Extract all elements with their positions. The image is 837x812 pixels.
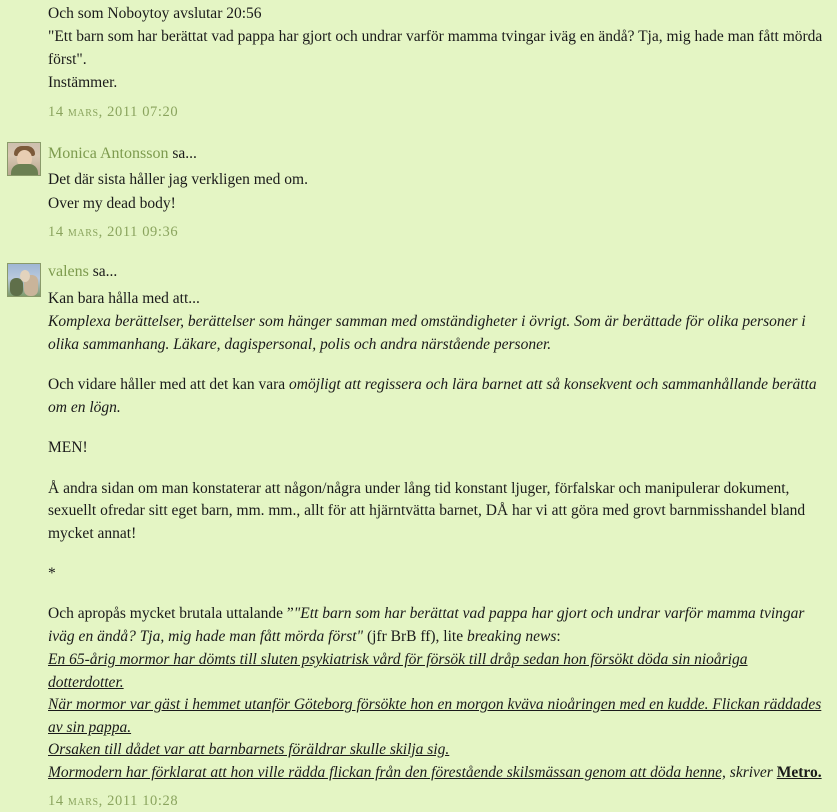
news-link[interactable]: En 65-årig mormor har dömts till sluten psykiatrisk vård för försök till dråp sedan hon försökt döda sin nioåriga dotterdotter. — [48, 651, 748, 691]
comment-item — [0, 0, 837, 123]
comment-body — [48, 3, 829, 123]
comment-paragraph: Å andra sidan om man konstaterar att någon/några under lång tid konstant ljuger, förfalskar och manipulerar dokument, sexuellt ofredar sitt eget barn, mm. mm., allt för att hjärntvätta barnet, DÅ har vi att göra med grovt barnmisshandel bland mycket annat! — [48, 479, 806, 542]
comment-paragraph-emphasis: Komplexa berättelser, berättelser som hänger samman med omständigheter i övrigt. Som är berättade för olika personer i olika sammanhang. Läkare, dagispersonal, polis och andra närstående personer. — [48, 313, 806, 353]
paragraph-text-emphasis: omöjligt att regissera och lära barnet att så konsekvent och sammanhållande berätta om en lögn. — [48, 376, 817, 416]
comment-said-label: sa... — [172, 144, 197, 162]
comment-timestamp[interactable]: 14 mars, 2011 10:28 — [48, 793, 179, 810]
comment-paragraph: Over my dead body! — [48, 194, 176, 212]
news-link[interactable]: Mormodern har förklarat att hon ville rädda flickan från den förestående skilsmässan genom att döda henne, — [48, 763, 726, 781]
news-quote-line — [48, 649, 823, 694]
comment-paragraph: Och som Noboytoy avslutar 20:56 — [48, 5, 262, 22]
avatar[interactable] — [7, 263, 41, 297]
comment-closing-paragraph — [48, 603, 823, 648]
news-quote-line — [48, 694, 823, 739]
closing-tail-end: : — [556, 627, 561, 645]
comment-paragraph: Det där sista håller jag verkligen med om. — [48, 171, 308, 189]
comment-author-line — [48, 142, 823, 165]
news-link[interactable]: Orsaken till dådet var att barnbarnets föräldrar skulle skilja sig. — [48, 741, 450, 759]
paragraph-spacer — [48, 586, 823, 603]
comment-author-link[interactable]: valens — [48, 263, 89, 281]
paragraph-spacer — [48, 546, 823, 563]
paragraph-text-start: Och vidare håller med att det kan vara — [48, 376, 289, 394]
comment-paragraph — [48, 374, 823, 419]
closing-quote: "Ett barn som har berättat vad pappa har gjort och undrar varför mamma tvingar iväg en ändå? Tja, mig hade man fått mörda först" — [48, 605, 805, 645]
closing-intro: Och apropås mycket brutala uttalande ” — [48, 605, 294, 623]
comment-timestamp[interactable]: 14 mars, 2011 09:36 — [48, 224, 179, 241]
paragraph-spacer — [48, 461, 823, 478]
paragraph-spacer — [48, 420, 823, 437]
news-quote-line — [48, 762, 823, 784]
avatar-image-detail — [11, 164, 38, 175]
paragraph-spacer — [48, 357, 823, 374]
comment-author-link[interactable]: Monica Antonsson — [48, 144, 169, 162]
news-source-prefix: skriver — [725, 763, 777, 781]
comment-item — [0, 243, 837, 812]
comment-body — [48, 142, 829, 243]
metro-link[interactable]: Metro. — [776, 763, 822, 781]
comment-paragraph: "Ett barn som har berättat vad pappa har gjort och undrar varför mamma tvingar iväg en ändå? Tja, mig hade man fått mörda först". — [48, 28, 823, 68]
closing-tail-emphasis: breaking news — [466, 627, 557, 645]
closing-tail: (jfr BrB ff), lite — [363, 627, 467, 645]
comment-author-line — [48, 260, 823, 283]
avatar[interactable] — [7, 142, 41, 176]
comment-body — [48, 260, 829, 812]
comment-paragraph: Instämmer. — [48, 74, 118, 92]
news-quote-line — [48, 739, 823, 761]
comment-said-label: sa... — [92, 263, 118, 281]
news-link[interactable]: När mormor var gäst i hemmet utanför Göteborg försökte hon en morgon kväva nioåringen med en kudde. Flickan räddades av sin pappa. — [48, 696, 822, 736]
comment-timestamp[interactable]: 14 mars, 2011 07:20 — [48, 103, 179, 120]
comment-paragraph: * — [48, 565, 56, 582]
comment-item — [0, 123, 837, 243]
comment-paragraph: Kan bara hålla med att... — [48, 289, 200, 307]
avatar-image-detail — [10, 278, 23, 296]
comment-paragraph: MEN! — [48, 439, 88, 457]
